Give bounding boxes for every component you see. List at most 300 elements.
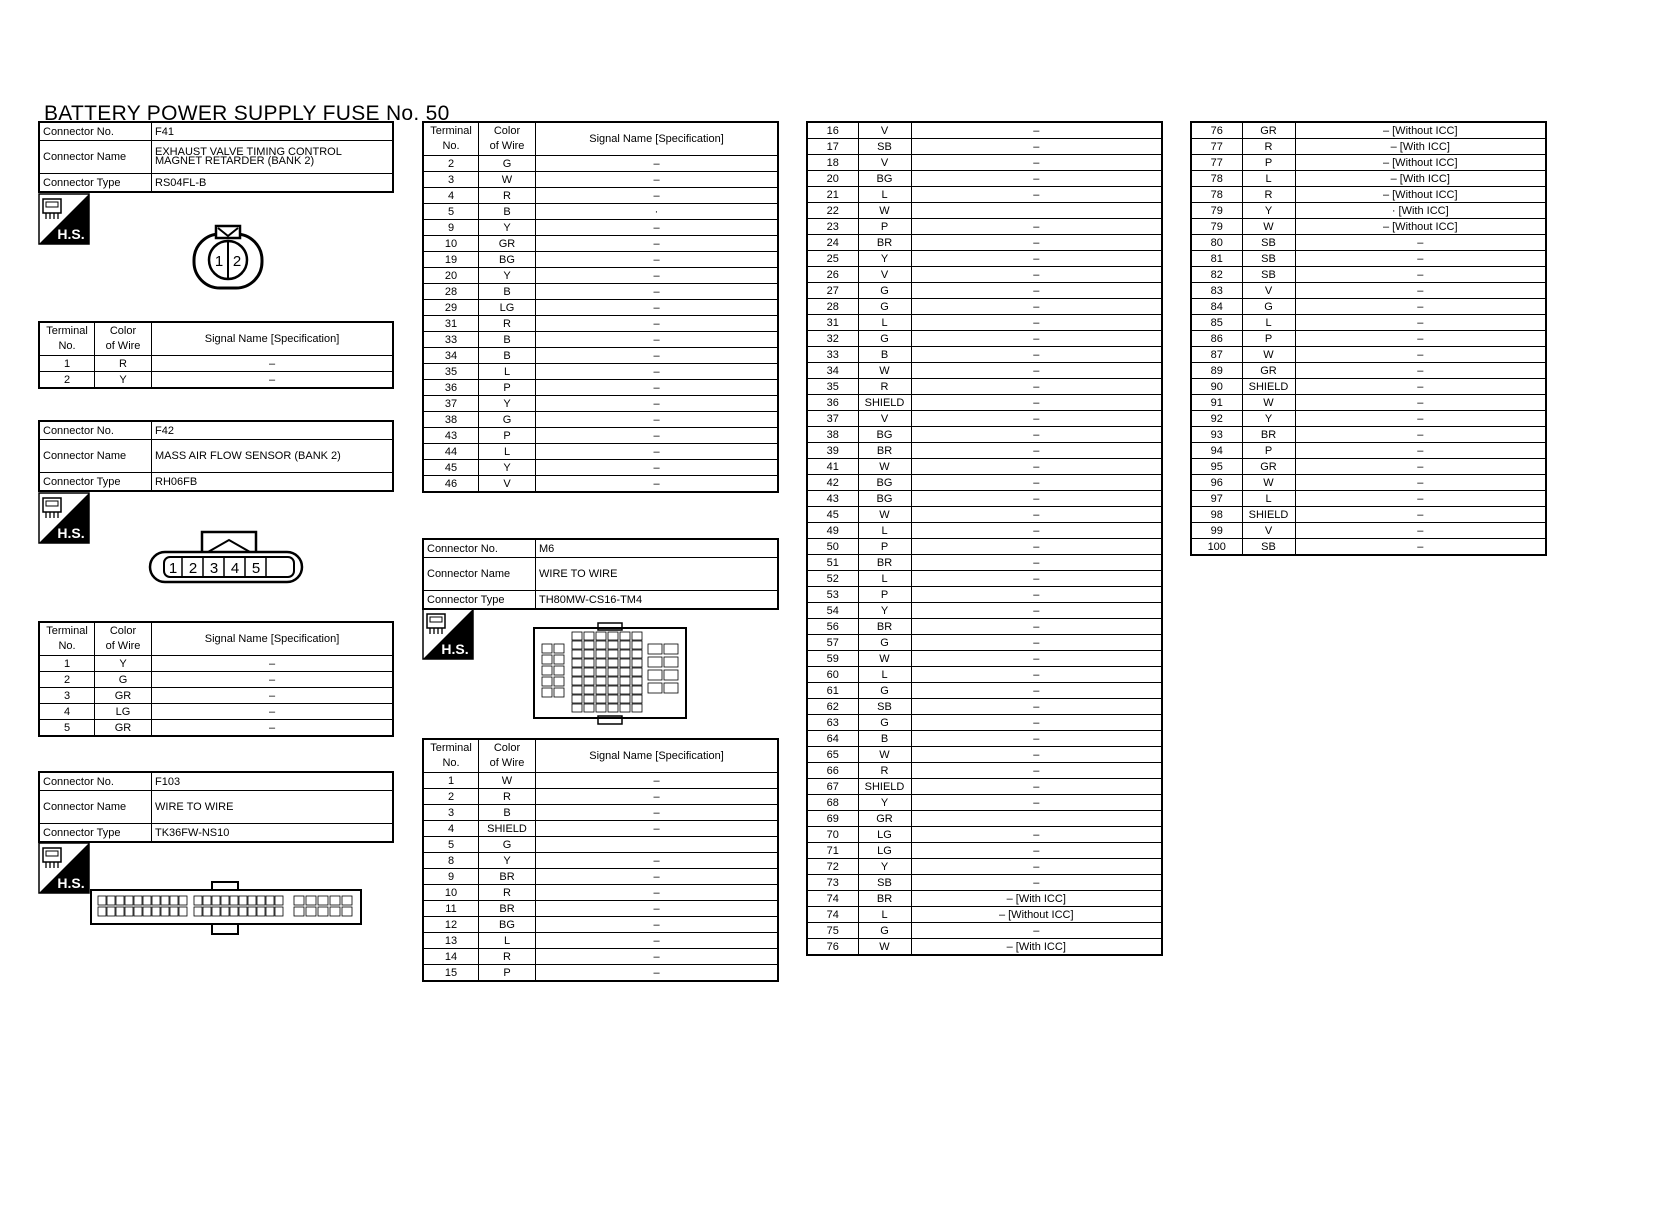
terminal-no-cell: 43: [423, 428, 479, 444]
terminal-no-cell: 34: [807, 363, 858, 379]
signal-name-cell: –: [536, 933, 779, 949]
connector-name-label: Connector Name: [39, 791, 152, 824]
wire-color-cell: R: [1242, 187, 1295, 203]
wire-color-cell: Y: [479, 460, 536, 476]
terminal-no-cell: 89: [1191, 363, 1242, 379]
svg-text:H.S.: H.S.: [57, 226, 85, 242]
wire-color-cell: B: [479, 284, 536, 300]
terminal-no-cell: 56: [807, 619, 858, 635]
table-row: [807, 555, 1162, 571]
table-row: [1191, 139, 1546, 155]
table-row: [807, 427, 1162, 443]
signal-name-cell: –: [911, 395, 1162, 411]
wire-color-cell: BG: [858, 475, 911, 491]
table-row: [423, 869, 778, 885]
signal-name-cell: –: [152, 672, 394, 688]
signal-name-cell: –: [911, 635, 1162, 651]
hs-icon: [38, 492, 90, 544]
signal-name-cell: –: [536, 332, 779, 348]
terminal-no-cell: 4: [39, 704, 95, 720]
table-row: [807, 779, 1162, 795]
terminal-no-cell: 27: [807, 283, 858, 299]
terminal-no-cell: 45: [423, 460, 479, 476]
table-row: [807, 651, 1162, 667]
wire-color-cell: L: [479, 933, 536, 949]
signal-name-cell: · [With ICC]: [1295, 203, 1546, 219]
wire-color-cell: BR: [479, 901, 536, 917]
wire-color-cell: R: [479, 949, 536, 965]
terminal-no-cell: 31: [807, 315, 858, 331]
table-row: [1191, 187, 1546, 203]
terminal-no-cell: 100: [1191, 539, 1242, 556]
signal-name-cell: –: [1295, 283, 1546, 299]
terminal-no-cell: 94: [1191, 443, 1242, 459]
terminal-no-cell: 18: [807, 155, 858, 171]
pin-label: 1: [168, 560, 178, 577]
wire-color-cell: W: [1242, 347, 1295, 363]
signal-name-cell: –: [1295, 411, 1546, 427]
signal-name-cell: ·: [536, 204, 779, 220]
table-row: [423, 396, 778, 412]
signal-name-cell: –: [911, 267, 1162, 283]
wire-color-cell: B: [858, 731, 911, 747]
wire-color-cell: GR: [95, 720, 152, 737]
terminal-no-cell: 53: [807, 587, 858, 603]
wire-color-cell: Y: [95, 656, 152, 672]
wire-color-cell: GR: [1242, 459, 1295, 475]
table-row: [807, 523, 1162, 539]
table-row: [807, 571, 1162, 587]
signal-name-cell: –: [911, 587, 1162, 603]
terminal-no-cell: 98: [1191, 507, 1242, 523]
wire-color-cell: GR: [95, 688, 152, 704]
color-of-wire-header: Color of Wire: [479, 122, 536, 156]
signal-name-cell: –: [911, 443, 1162, 459]
terminal-no-cell: 26: [807, 267, 858, 283]
table-row: [807, 795, 1162, 811]
terminal-no-cell: 76: [807, 939, 858, 956]
signal-name-cell: –: [536, 869, 779, 885]
terminal-no-cell: 35: [423, 364, 479, 380]
signal-name-cell: –: [536, 364, 779, 380]
terminal-no-cell: 85: [1191, 315, 1242, 331]
signal-name-cell: –: [911, 251, 1162, 267]
wire-color-cell: SB: [858, 699, 911, 715]
terminal-no-cell: 68: [807, 795, 858, 811]
table-row: [1191, 379, 1546, 395]
terminal-no-cell: 59: [807, 651, 858, 667]
terminal-no-cell: 64: [807, 731, 858, 747]
terminal-no-cell: 1: [423, 773, 479, 789]
table-row: [423, 220, 778, 236]
signal-name-cell: –: [152, 688, 394, 704]
wire-color-cell: BR: [858, 443, 911, 459]
table-row: [1191, 267, 1546, 283]
table-row: [423, 444, 778, 460]
terminal-no-cell: 96: [1191, 475, 1242, 491]
terminal-no-header: Terminal No.: [423, 122, 479, 156]
wire-color-cell: SHIELD: [858, 779, 911, 795]
connector-name-label: Connector Name: [423, 558, 536, 591]
terminal-no-cell: 83: [1191, 283, 1242, 299]
wire-color-cell: P: [1242, 155, 1295, 171]
wire-color-cell: L: [1242, 491, 1295, 507]
terminal-no-cell: 5: [423, 204, 479, 220]
hs-icon: [38, 842, 90, 894]
connector-type-value: RS04FL-B: [152, 174, 394, 193]
signal-name-cell: –: [1295, 395, 1546, 411]
table-row: [1191, 299, 1546, 315]
terminal-no-header: Terminal No.: [39, 322, 95, 356]
table-row: [807, 395, 1162, 411]
pin-label: 4: [230, 560, 240, 577]
signal-name-cell: –: [152, 720, 394, 737]
signal-name-cell: –: [536, 284, 779, 300]
terminal-no-cell: 20: [423, 268, 479, 284]
terminal-no-cell: 65: [807, 747, 858, 763]
wire-color-cell: BR: [858, 619, 911, 635]
connector-no-value: M6: [536, 539, 779, 558]
signal-name-cell: – [Without ICC]: [911, 907, 1162, 923]
signal-name-cell: –: [152, 656, 394, 672]
terminal-no-cell: 25: [807, 251, 858, 267]
terminal-no-cell: 67: [807, 779, 858, 795]
wire-color-cell: V: [858, 122, 911, 139]
table-row: [807, 699, 1162, 715]
signal-name-cell: –: [1295, 315, 1546, 331]
terminal-no-cell: 49: [807, 523, 858, 539]
pin-label: 2: [232, 253, 242, 270]
wire-color-cell: P: [858, 219, 911, 235]
signal-name-cell: –: [536, 853, 779, 869]
svg-text:H.S.: H.S.: [441, 641, 469, 657]
table-row: [807, 843, 1162, 859]
terminal-no-cell: 29: [423, 300, 479, 316]
wire-color-cell: BG: [479, 917, 536, 933]
connector-type-value: RH06FB: [152, 473, 394, 492]
signal-name-cell: –: [536, 300, 779, 316]
signal-name-cell: –: [536, 172, 779, 188]
table-row: [807, 683, 1162, 699]
wire-color-cell: Y: [479, 220, 536, 236]
connector-type-label: Connector Type: [39, 824, 152, 843]
table-row: [1191, 411, 1546, 427]
connector-no-label: Connector No.: [423, 539, 536, 558]
wire-color-cell: GR: [1242, 363, 1295, 379]
terminal-no-cell: 76: [1191, 122, 1242, 139]
terminal-no-cell: 20: [807, 171, 858, 187]
table-row: [1191, 315, 1546, 331]
signal-name-cell: –: [911, 763, 1162, 779]
wire-color-cell: SB: [1242, 251, 1295, 267]
terminal-no-cell: 80: [1191, 235, 1242, 251]
signal-name-cell: –: [1295, 267, 1546, 283]
connector-m6-face: [532, 622, 688, 726]
wire-color-cell: L: [479, 364, 536, 380]
table-row: [807, 491, 1162, 507]
terminal-no-cell: 13: [423, 933, 479, 949]
terminal-no-cell: 60: [807, 667, 858, 683]
wire-color-cell: P: [479, 380, 536, 396]
connector-no-label: Connector No.: [39, 122, 152, 141]
wire-color-cell: LG: [858, 827, 911, 843]
wire-color-cell: P: [858, 587, 911, 603]
terminal-table-f41: [38, 321, 394, 389]
signal-name-cell: –: [536, 412, 779, 428]
signal-name-cell: –: [911, 795, 1162, 811]
table-row: [423, 428, 778, 444]
signal-name-cell: –: [911, 827, 1162, 843]
signal-name-cell: –: [911, 315, 1162, 331]
wire-color-cell: Y: [1242, 203, 1295, 219]
table-row: [423, 885, 778, 901]
table-row: [39, 672, 393, 688]
signal-name-cell: –: [911, 875, 1162, 891]
signal-name-cell: –: [911, 475, 1162, 491]
table-row: [807, 939, 1162, 956]
terminal-no-cell: 34: [423, 348, 479, 364]
signal-name-cell: –: [1295, 331, 1546, 347]
signal-name-cell: –: [911, 539, 1162, 555]
wire-color-cell: B: [858, 347, 911, 363]
table-row: [1191, 363, 1546, 379]
terminal-no-cell: 78: [1191, 187, 1242, 203]
terminal-no-cell: 77: [1191, 139, 1242, 155]
wire-color-cell: B: [479, 332, 536, 348]
signal-name-cell: –: [1295, 347, 1546, 363]
signal-name-cell: –: [536, 805, 779, 821]
table-row: [807, 171, 1162, 187]
signal-name-cell: –: [536, 348, 779, 364]
table-row: [807, 875, 1162, 891]
terminal-no-cell: 50: [807, 539, 858, 555]
wire-color-cell: GR: [858, 811, 911, 827]
signal-name-cell: –: [536, 428, 779, 444]
terminal-no-cell: 44: [423, 444, 479, 460]
signal-name-cell: –: [536, 460, 779, 476]
terminal-no-cell: 92: [1191, 411, 1242, 427]
wire-color-cell: Y: [479, 396, 536, 412]
wire-color-cell: R: [858, 763, 911, 779]
signal-name-cell: –: [1295, 251, 1546, 267]
terminal-no-header: Terminal No.: [39, 622, 95, 656]
terminal-no-cell: 93: [1191, 427, 1242, 443]
terminal-no-cell: 33: [807, 347, 858, 363]
wire-color-cell: W: [858, 459, 911, 475]
wire-color-cell: G: [858, 715, 911, 731]
signal-name-cell: –: [536, 901, 779, 917]
signal-name-cell: –: [536, 268, 779, 284]
terminal-no-cell: 38: [423, 412, 479, 428]
wire-color-cell: L: [858, 315, 911, 331]
table-row: [807, 203, 1162, 219]
wire-color-cell: L: [858, 667, 911, 683]
terminal-no-cell: 97: [1191, 491, 1242, 507]
signal-name-cell: –: [1295, 363, 1546, 379]
terminal-no-cell: 61: [807, 683, 858, 699]
signal-name-cell: –: [911, 363, 1162, 379]
table-row: [1191, 171, 1546, 187]
table-row: [807, 139, 1162, 155]
table-row: [423, 412, 778, 428]
wire-color-cell: V: [858, 411, 911, 427]
wire-color-cell: W: [858, 203, 911, 219]
signal-name-cell: –: [536, 444, 779, 460]
signal-name-cell: –: [911, 555, 1162, 571]
table-row: [807, 267, 1162, 283]
wire-color-cell: Y: [858, 795, 911, 811]
wire-color-cell: L: [858, 571, 911, 587]
table-row: [807, 667, 1162, 683]
wire-color-cell: R: [858, 379, 911, 395]
wire-color-cell: R: [1242, 139, 1295, 155]
terminal-no-cell: 24: [807, 235, 858, 251]
table-row: [807, 315, 1162, 331]
signal-name-cell: –: [1295, 539, 1546, 556]
signal-name-cell: [911, 811, 1162, 827]
table-row: [1191, 507, 1546, 523]
signal-name-cell: –: [536, 789, 779, 805]
wire-color-cell: G: [858, 283, 911, 299]
wire-color-cell: R: [479, 885, 536, 901]
wire-color-cell: W: [1242, 219, 1295, 235]
terminal-no-cell: 2: [423, 156, 479, 172]
signal-name-cell: – [Without ICC]: [1295, 155, 1546, 171]
terminal-no-cell: 37: [423, 396, 479, 412]
terminal-no-cell: 78: [1191, 171, 1242, 187]
table-row: [1191, 122, 1546, 139]
signal-name-cell: –: [911, 379, 1162, 395]
wire-color-cell: W: [1242, 475, 1295, 491]
table-row: [39, 720, 393, 737]
table-row: [807, 635, 1162, 651]
wire-color-cell: B: [479, 348, 536, 364]
wire-color-cell: R: [479, 789, 536, 805]
signal-name-cell: –: [1295, 427, 1546, 443]
wire-color-cell: V: [858, 155, 911, 171]
table-row: [807, 299, 1162, 315]
wire-color-cell: W: [858, 507, 911, 523]
wire-color-cell: G: [858, 299, 911, 315]
terminal-no-cell: 63: [807, 715, 858, 731]
table-row: [807, 747, 1162, 763]
signal-name-cell: – [With ICC]: [1295, 171, 1546, 187]
wire-color-cell: BR: [1242, 427, 1295, 443]
terminal-no-cell: 41: [807, 459, 858, 475]
table-row: [807, 827, 1162, 843]
table-row: [807, 443, 1162, 459]
table-row: [423, 821, 778, 837]
table-row: [423, 316, 778, 332]
wire-color-cell: L: [858, 523, 911, 539]
terminal-no-cell: 21: [807, 187, 858, 203]
wire-color-cell: W: [479, 172, 536, 188]
terminal-no-cell: 32: [807, 331, 858, 347]
signal-name-cell: –: [911, 715, 1162, 731]
table-row: [1191, 251, 1546, 267]
signal-name-cell: –: [536, 156, 779, 172]
terminal-no-cell: 10: [423, 885, 479, 901]
wire-color-cell: W: [1242, 395, 1295, 411]
signal-name-cell: –: [911, 347, 1162, 363]
terminal-no-header: Terminal No.: [423, 739, 479, 773]
table-row: [1191, 475, 1546, 491]
table-row: [807, 619, 1162, 635]
signal-name-cell: –: [911, 779, 1162, 795]
svg-text:H.S.: H.S.: [57, 525, 85, 541]
signal-name-cell: –: [911, 235, 1162, 251]
wire-color-cell: SHIELD: [1242, 379, 1295, 395]
color-of-wire-header: Color of Wire: [95, 622, 152, 656]
table-row: [423, 789, 778, 805]
wire-color-cell: GR: [479, 236, 536, 252]
signal-name-cell: –: [536, 476, 779, 493]
table-row: [1191, 539, 1546, 556]
terminal-no-cell: 1: [39, 356, 95, 372]
wire-color-cell: B: [479, 204, 536, 220]
wire-color-cell: P: [479, 965, 536, 982]
wire-color-cell: SB: [858, 875, 911, 891]
terminal-no-cell: 66: [807, 763, 858, 779]
wire-color-cell: P: [1242, 331, 1295, 347]
table-row: [423, 252, 778, 268]
signal-name-cell: –: [1295, 443, 1546, 459]
signal-name-cell: [911, 203, 1162, 219]
terminal-no-cell: 9: [423, 869, 479, 885]
table-row: [807, 235, 1162, 251]
terminal-no-cell: 70: [807, 827, 858, 843]
terminal-no-cell: 42: [807, 475, 858, 491]
table-row: [807, 363, 1162, 379]
table-row: [39, 656, 393, 672]
signal-name-cell: –: [911, 507, 1162, 523]
terminal-no-cell: 19: [423, 252, 479, 268]
connector-no-value: F41: [152, 122, 394, 141]
terminal-no-cell: 77: [1191, 155, 1242, 171]
wire-color-cell: BR: [858, 555, 911, 571]
hs-icon: [38, 193, 90, 245]
table-row: [807, 219, 1162, 235]
signal-name-cell: –: [911, 571, 1162, 587]
color-of-wire-header: Color of Wire: [479, 739, 536, 773]
connector-f103-face: [88, 880, 364, 938]
signal-name-cell: –: [1295, 235, 1546, 251]
svg-text:H.S.: H.S.: [57, 875, 85, 891]
terminal-no-cell: 57: [807, 635, 858, 651]
table-row: [807, 859, 1162, 875]
connector-type-value: TH80MW-CS16-TM4: [536, 591, 779, 610]
table-row: [423, 156, 778, 172]
terminal-no-cell: 4: [423, 821, 479, 837]
terminal-no-cell: 3: [423, 805, 479, 821]
wire-color-cell: Y: [1242, 411, 1295, 427]
table-row: [39, 356, 393, 372]
table-row: [807, 507, 1162, 523]
pin-label: 1: [214, 253, 224, 270]
table-row: [1191, 347, 1546, 363]
table-row: [423, 933, 778, 949]
signal-name-cell: –: [911, 283, 1162, 299]
wire-color-cell: BR: [479, 869, 536, 885]
terminal-no-cell: 54: [807, 603, 858, 619]
wire-color-cell: BG: [479, 252, 536, 268]
wire-color-cell: P: [479, 428, 536, 444]
signal-name-cell: –: [1295, 459, 1546, 475]
signal-name-cell: –: [911, 331, 1162, 347]
signal-name-cell: –: [536, 773, 779, 789]
terminal-no-cell: 52: [807, 571, 858, 587]
wire-color-cell: Y: [479, 853, 536, 869]
